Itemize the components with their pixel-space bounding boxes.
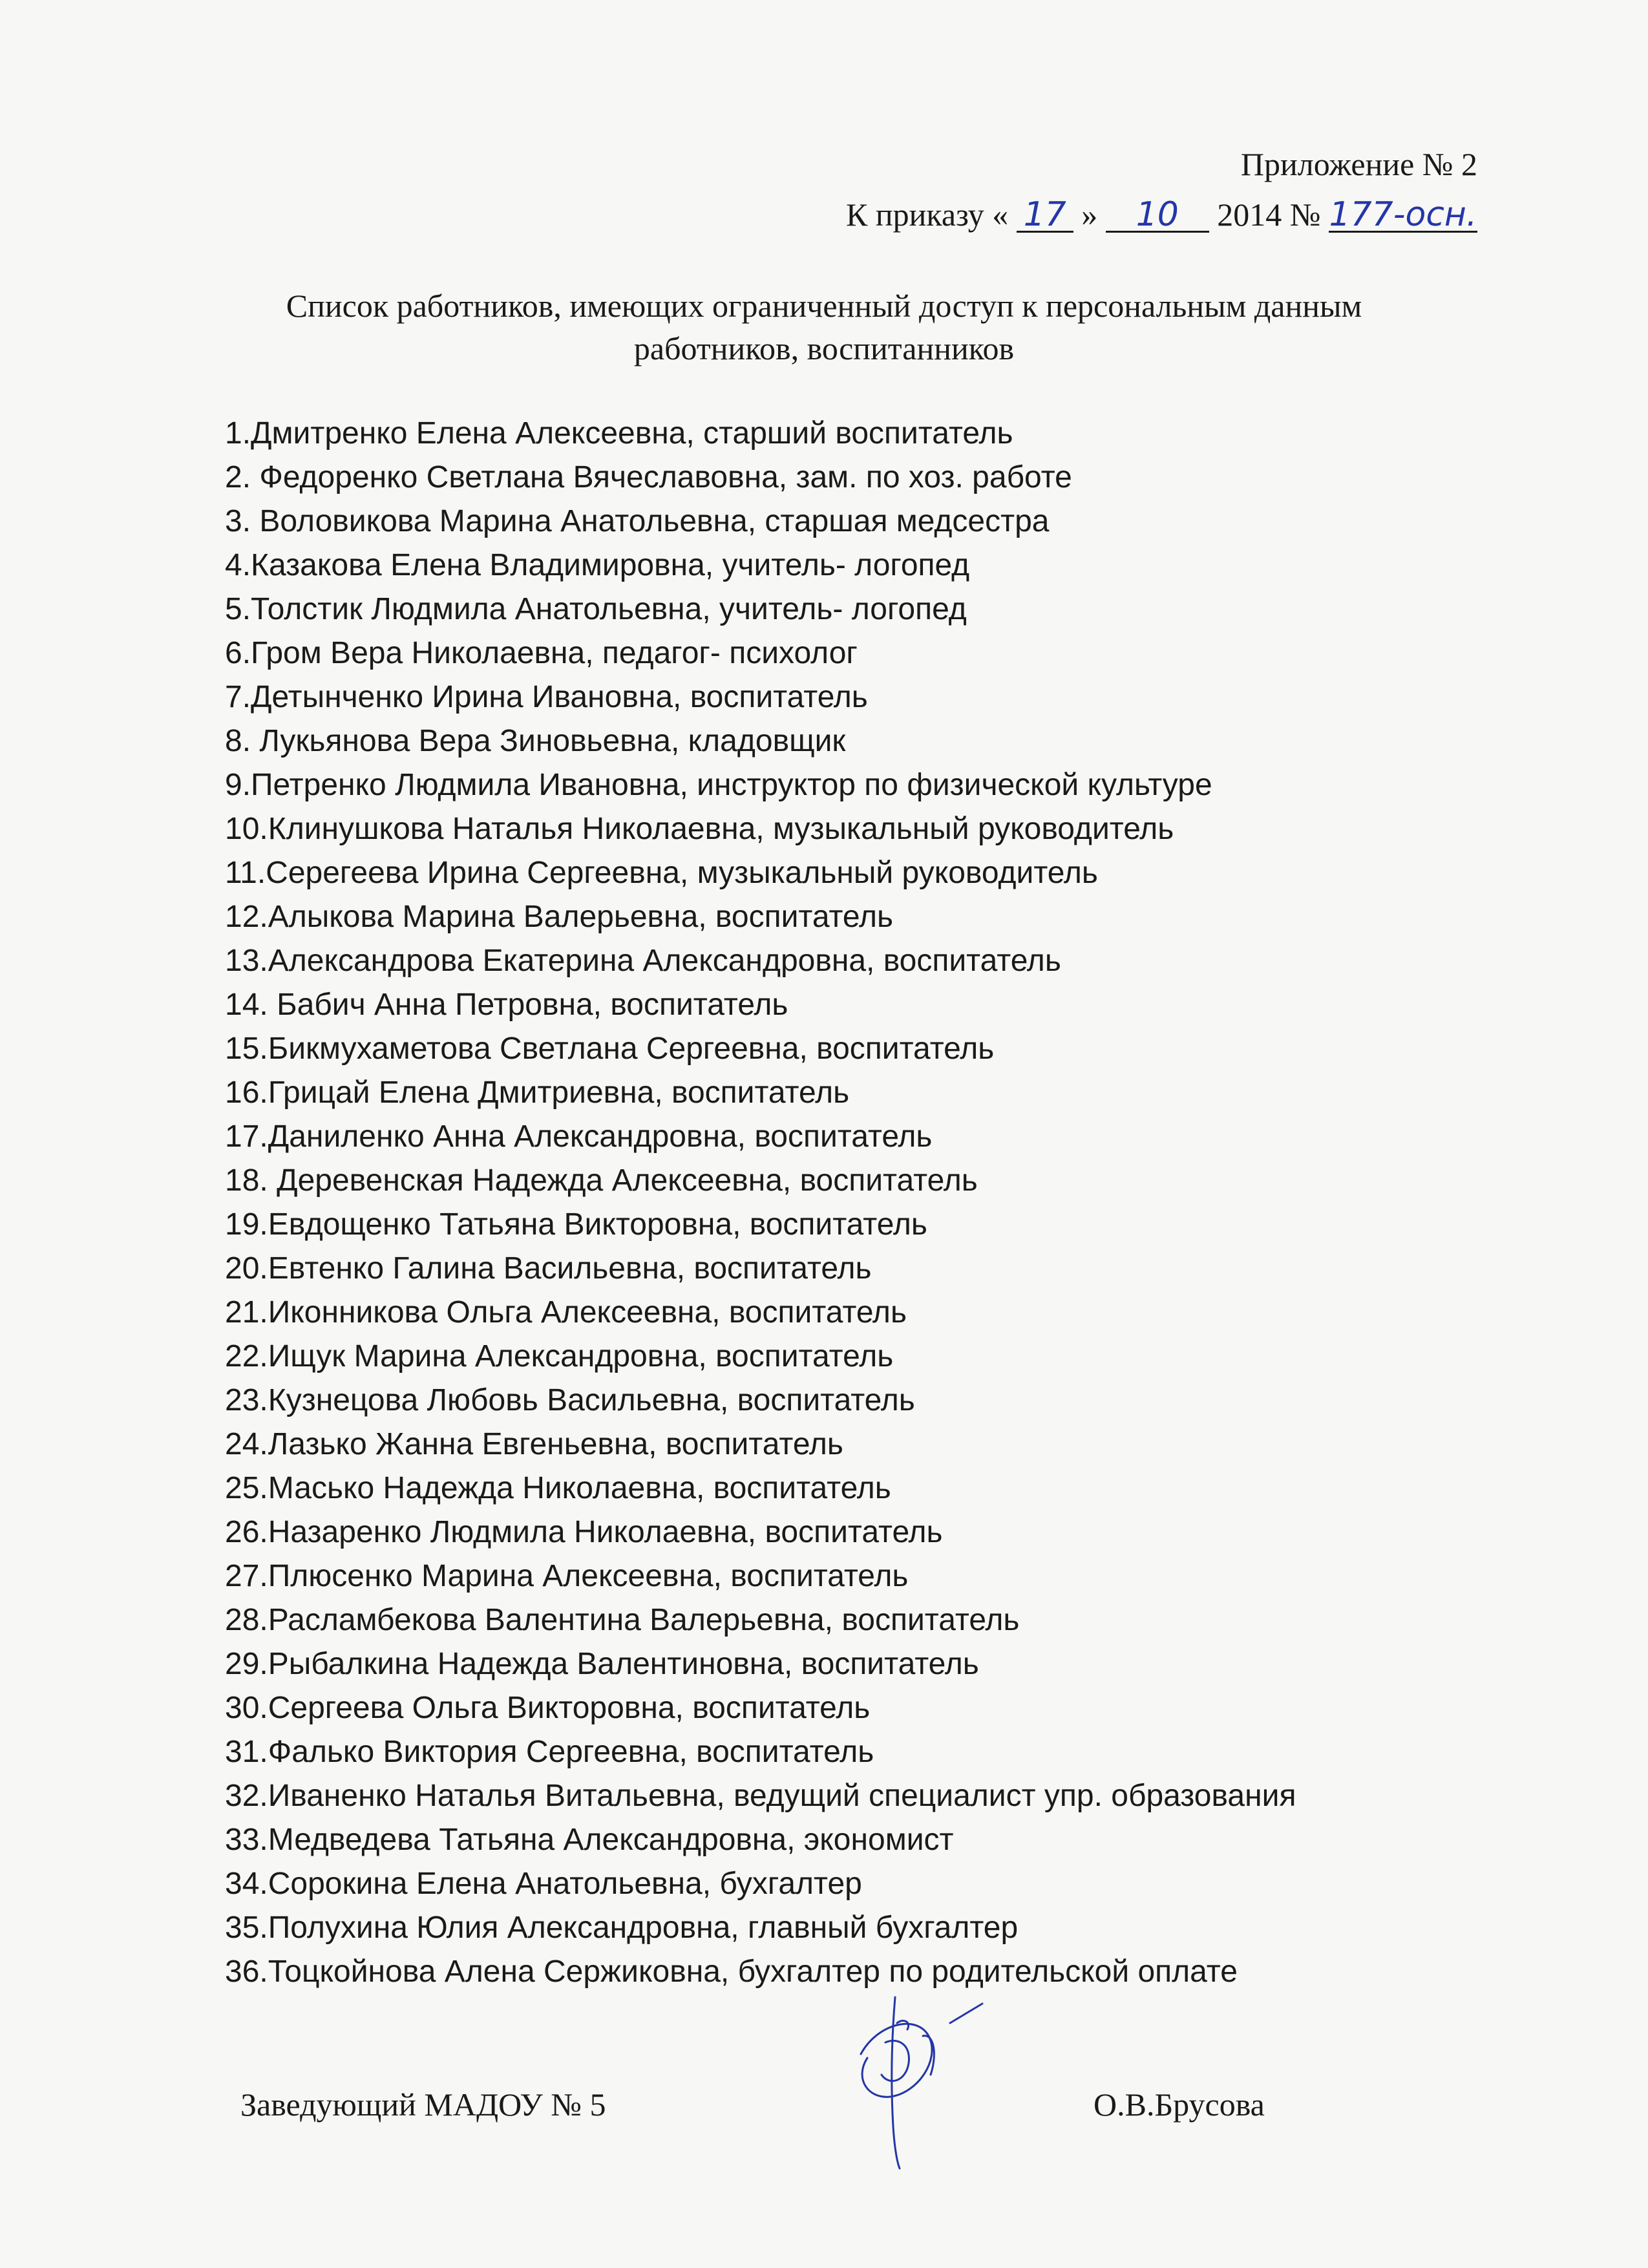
order-number-blank — [1329, 195, 1477, 234]
order-mid: » — [1081, 196, 1098, 233]
list-item: 34.Сорокина Елена Анатольевна, бухгалтер — [225, 1867, 862, 1901]
list-item: 10.Клинушкова Наталья Николаевна, музыкальный руководитель — [225, 812, 1174, 846]
list-item: 29.Рыбалкина Надежда Валентиновна, воспитатель — [225, 1647, 979, 1681]
signatory-position: Заведующий МАДОУ № 5 — [240, 2086, 606, 2123]
list-item: 14. Бабич Анна Петровна, воспитатель — [225, 988, 788, 1022]
list-item: 8. Лукьянова Вера Зиновьевна, кладовщик — [225, 724, 846, 758]
list-item: 9.Петренко Людмила Ивановна, инструктор по физической культуре — [225, 768, 1212, 802]
list-item: 31.Фалько Виктория Сергеевна, воспитатель — [225, 1735, 874, 1769]
list-item: 21.Иконникова Ольга Алексеевна, воспитатель — [225, 1295, 907, 1330]
list-item: 18. Деревенская Надежда Алексеевна, воспитатель — [225, 1163, 978, 1198]
order-day-blank — [1017, 195, 1073, 234]
list-item: 15.Бикмухаметова Светлана Сергеевна, воспитатель — [225, 1032, 995, 1066]
list-item: 33.Медведева Татьяна Александровна, экономист — [225, 1823, 954, 1857]
signatory-name: О.В.Брусова — [1093, 2086, 1265, 2123]
order-day: 17 — [1023, 195, 1066, 234]
list-item: 27.Плюсенко Марина Алексеевна, воспитатель — [225, 1559, 909, 1593]
appendix-label: Приложение № 2 — [1240, 146, 1477, 182]
list-item: 36.Тоцкойнова Алена Сержиковна, бухгалтер по родительской оплате — [225, 1955, 1238, 1989]
list-item: 22.Ищук Марина Александровна, воспитатель — [225, 1339, 894, 1373]
list-item: 3. Воловикова Марина Анатольевна, старшая медсестра — [225, 504, 1050, 538]
list-item: 20.Евтенко Галина Васильевна, воспитатель — [225, 1251, 872, 1286]
list-item: 24.Лазько Жанна Евгеньевна, воспитатель — [225, 1427, 843, 1461]
order-month-blank — [1106, 195, 1209, 234]
list-item: 11.Серегеева Ирина Сергеевна, музыкальный руководитель — [225, 856, 1098, 890]
list-item: 5.Толстик Людмила Анатольевна, учитель- логопед — [225, 592, 967, 626]
order-reference — [846, 195, 1477, 234]
list-item: 19.Евдощенко Татьяна Викторовна, воспитатель — [225, 1207, 927, 1242]
list-item: 25.Масько Надежда Николаевна, воспитатель — [225, 1471, 891, 1505]
list-item: 16.Грицай Елена Дмитриевна, воспитатель — [225, 1076, 850, 1110]
order-month: 10 — [1136, 195, 1179, 234]
employee-list — [225, 412, 1296, 1994]
document-title-line-1: Список работников, имеющих ограниченный доступ к персональным данным — [286, 288, 1362, 324]
list-item: 26.Назаренко Людмила Николаевна, воспитатель — [225, 1515, 943, 1549]
order-prefix: К приказу « — [845, 196, 1009, 233]
list-item: 7.Детынченко Ирина Ивановна, воспитатель — [225, 680, 868, 714]
order-year: 2014 № — [1217, 196, 1321, 233]
list-item: 12.Алыкова Марина Валерьевна, воспитатель — [225, 900, 894, 934]
list-item: 1.Дмитренко Елена Алексеевна, старший воспитатель — [225, 416, 1013, 450]
list-item: 17.Даниленко Анна Александровна, воспитатель — [225, 1119, 933, 1154]
list-item: 35.Полухина Юлия Александровна, главный бухгалтер — [225, 1911, 1019, 1945]
list-item: 4.Казакова Елена Владимировна, учитель- логопед — [225, 548, 970, 582]
order-number: 177-осн. — [1329, 195, 1477, 234]
list-item: 23.Кузнецова Любовь Васильевна, воспитатель — [225, 1383, 915, 1417]
list-item: 2. Федоренко Светлана Вячеславовна, зам. по хоз. работе — [225, 460, 1072, 494]
list-item: 6.Гром Вера Николаевна, педагог- психолог — [225, 636, 858, 670]
list-item: 32.Иваненко Наталья Витальевна, ведущий специалист упр. образования — [225, 1779, 1296, 1813]
document-title-line-2: работников, воспитанников — [633, 330, 1015, 366]
handwritten-signature — [821, 1978, 1008, 2172]
list-item: 13.Александрова Екатерина Александровна, воспитатель — [225, 944, 1061, 978]
list-item: 28.Расламбекова Валентина Валерьевна, воспитатель — [225, 1603, 1020, 1637]
list-item: 30.Сергеева Ольга Викторовна, воспитатель — [225, 1691, 871, 1725]
